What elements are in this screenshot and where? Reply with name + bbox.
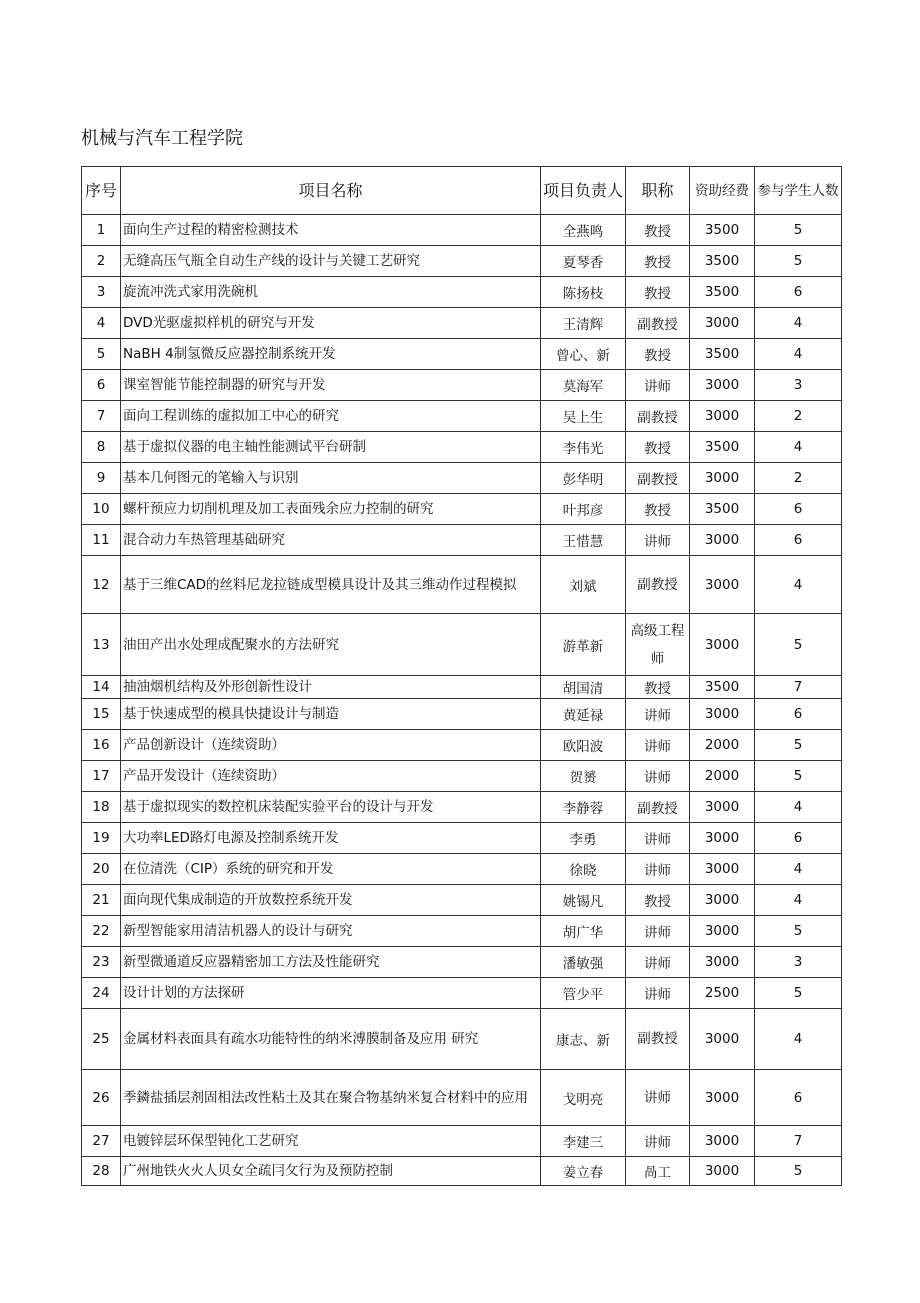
row-fund: 3500 — [690, 215, 755, 246]
table-row — [82, 792, 842, 823]
row-leader: 全燕鸣 — [541, 215, 626, 246]
row-seq: 27 — [82, 1126, 121, 1157]
row-seq: 25 — [82, 1009, 121, 1070]
table-row — [82, 401, 842, 432]
row-rank: 讲师 — [626, 823, 690, 854]
row-leader: 夏琴香 — [541, 246, 626, 277]
row-fund: 3000 — [690, 885, 755, 916]
row-students: 6 — [755, 525, 842, 556]
row-students: 4 — [755, 792, 842, 823]
row-students: 5 — [755, 978, 842, 1009]
row-project-name: 课室智能节能控制器的研究与开发 — [121, 370, 541, 401]
row-students: 4 — [755, 854, 842, 885]
row-fund: 3000 — [690, 854, 755, 885]
row-rank: 讲师 — [626, 1070, 690, 1126]
row-students: 3 — [755, 947, 842, 978]
row-fund: 3500 — [690, 339, 755, 370]
row-project-name: 大功率LED路灯电源及控制系统开发 — [121, 823, 541, 854]
row-leader: 陈扬枝 — [541, 277, 626, 308]
row-fund: 3000 — [690, 699, 755, 730]
row-rank: 教授 — [626, 494, 690, 525]
row-leader: 曾心、新 — [541, 339, 626, 370]
row-leader: 欧阳波 — [541, 730, 626, 761]
row-seq: 2 — [82, 246, 121, 277]
row-students: 6 — [755, 823, 842, 854]
row-fund: 3000 — [690, 1126, 755, 1157]
row-seq: 17 — [82, 761, 121, 792]
row-fund: 3000 — [690, 947, 755, 978]
table-row — [82, 370, 842, 401]
row-students: 5 — [755, 730, 842, 761]
table-row — [82, 676, 842, 699]
row-rank: 教授 — [626, 277, 690, 308]
row-students: 4 — [755, 885, 842, 916]
row-rank: 讲师 — [626, 730, 690, 761]
row-leader: 管少平 — [541, 978, 626, 1009]
row-fund: 3000 — [690, 614, 755, 676]
row-seq: 20 — [82, 854, 121, 885]
table-row — [82, 215, 842, 246]
row-seq: 19 — [82, 823, 121, 854]
row-students: 5 — [755, 916, 842, 947]
row-project-name: 面向工程训练的虚拟加工中心的研究 — [121, 401, 541, 432]
table-row — [82, 1009, 842, 1070]
row-students: 5 — [755, 246, 842, 277]
row-project-name: 基于虚拟现实的数控机床装配实验平台的设计与开发 — [121, 792, 541, 823]
row-leader: 李伟光 — [541, 432, 626, 463]
row-leader: 叶邦彦 — [541, 494, 626, 525]
row-students: 5 — [755, 215, 842, 246]
row-fund: 2000 — [690, 761, 755, 792]
row-rank: 讲师 — [626, 947, 690, 978]
row-students: 5 — [755, 1157, 842, 1186]
row-fund: 3000 — [690, 463, 755, 494]
row-seq: 6 — [82, 370, 121, 401]
row-project-name: 季鏻盐插层剂固相法改性粘土及其在聚合物基纳米复合材料中的应用 — [121, 1070, 541, 1126]
row-fund: 3000 — [690, 823, 755, 854]
table-row — [82, 556, 842, 614]
project-table — [81, 166, 842, 1186]
row-rank: 副教授 — [626, 308, 690, 339]
row-leader: 潘敏强 — [541, 947, 626, 978]
table-row — [82, 463, 842, 494]
row-fund: 3500 — [690, 494, 755, 525]
table-row — [82, 947, 842, 978]
row-fund: 3500 — [690, 676, 755, 699]
row-seq: 9 — [82, 463, 121, 494]
row-leader: 游革新 — [541, 614, 626, 676]
table-row — [82, 978, 842, 1009]
row-project-name: 基于三维CAD的丝料尼龙拉链成型模具设计及其三维动作过程模拟 — [121, 556, 541, 614]
row-leader: 徐晓 — [541, 854, 626, 885]
row-students: 4 — [755, 308, 842, 339]
row-seq: 18 — [82, 792, 121, 823]
row-fund: 3500 — [690, 246, 755, 277]
table-row — [82, 525, 842, 556]
row-seq: 10 — [82, 494, 121, 525]
row-project-name: 混合动力车热管理基础研究 — [121, 525, 541, 556]
row-project-name: 面向现代集成制造的开放数控系统开发 — [121, 885, 541, 916]
row-fund: 3000 — [690, 370, 755, 401]
table-row — [82, 246, 842, 277]
row-fund: 3000 — [690, 556, 755, 614]
row-students: 4 — [755, 1009, 842, 1070]
row-project-name: 螺杆预应力切削机理及加工表面残余应力控制的研究 — [121, 494, 541, 525]
row-project-name: 新型智能家用清洁机器人的设计与研究 — [121, 916, 541, 947]
row-project-name: NaBH 4制氢微反应器控制系统开发 — [121, 339, 541, 370]
table-row — [82, 823, 842, 854]
header-seq: 序号 — [82, 167, 121, 215]
row-leader: 李勇 — [541, 823, 626, 854]
row-rank: 教授 — [626, 215, 690, 246]
row-leader: 贺赟 — [541, 761, 626, 792]
row-rank: 教授 — [626, 885, 690, 916]
row-seq: 11 — [82, 525, 121, 556]
row-students: 7 — [755, 676, 842, 699]
table-row — [82, 761, 842, 792]
row-project-name: 旋流冲洗式家用洗碗机 — [121, 277, 541, 308]
row-project-name: 基于虚拟仪器的电主轴性能测试平台研制 — [121, 432, 541, 463]
row-rank: 咼工 — [626, 1157, 690, 1186]
row-seq: 7 — [82, 401, 121, 432]
row-students: 6 — [755, 277, 842, 308]
row-leader: 李建三 — [541, 1126, 626, 1157]
row-leader: 康志、新 — [541, 1009, 626, 1070]
table-row — [82, 885, 842, 916]
row-leader: 吴上生 — [541, 401, 626, 432]
row-leader: 胡国清 — [541, 676, 626, 699]
row-rank: 讲师 — [626, 761, 690, 792]
row-seq: 28 — [82, 1157, 121, 1186]
row-seq: 1 — [82, 215, 121, 246]
row-students: 4 — [755, 432, 842, 463]
row-rank: 高级工程师 — [626, 614, 690, 676]
row-rank: 副教授 — [626, 463, 690, 494]
row-seq: 12 — [82, 556, 121, 614]
row-leader: 王惜慧 — [541, 525, 626, 556]
header-row — [82, 167, 842, 215]
row-students: 6 — [755, 494, 842, 525]
table-row — [82, 1157, 842, 1186]
row-seq: 26 — [82, 1070, 121, 1126]
row-project-name: 产品创新设计（连续资助） — [121, 730, 541, 761]
row-project-name: 产品开发设计（连续资助） — [121, 761, 541, 792]
row-rank: 讲师 — [626, 525, 690, 556]
header-students: 参与学生人数 — [755, 167, 842, 215]
row-leader: 莫海军 — [541, 370, 626, 401]
row-rank: 副教授 — [626, 401, 690, 432]
row-rank: 教授 — [626, 246, 690, 277]
table-row — [82, 916, 842, 947]
row-rank: 讲师 — [626, 854, 690, 885]
row-project-name: 电镀锌层环保型钝化工艺研究 — [121, 1126, 541, 1157]
table-row — [82, 277, 842, 308]
row-project-name: DVD光驱虚拟样机的研究与开发 — [121, 308, 541, 339]
row-seq: 22 — [82, 916, 121, 947]
table-row — [82, 432, 842, 463]
row-students: 5 — [755, 761, 842, 792]
table-row — [82, 1126, 842, 1157]
table-row — [82, 339, 842, 370]
row-project-name: 金属材料表面具有疏水功能特性的纳米溥膜制备及应用 研究 — [121, 1009, 541, 1070]
row-fund: 3000 — [690, 308, 755, 339]
row-seq: 8 — [82, 432, 121, 463]
row-leader: 刘斌 — [541, 556, 626, 614]
table-body — [82, 215, 842, 1186]
row-students: 3 — [755, 370, 842, 401]
row-rank: 讲师 — [626, 916, 690, 947]
table-row — [82, 494, 842, 525]
row-students: 6 — [755, 699, 842, 730]
row-fund: 3500 — [690, 432, 755, 463]
row-seq: 5 — [82, 339, 121, 370]
row-project-name: 面向生产过程的精密检测技术 — [121, 215, 541, 246]
header-project-name: 项目名称 — [121, 167, 541, 215]
row-project-name: 抽油烟机结构及外形创新性设计 — [121, 676, 541, 699]
row-fund: 3000 — [690, 1070, 755, 1126]
row-project-name: 广州地铁火火人贝女全疏冃攵行为及预防控制 — [121, 1157, 541, 1186]
row-students: 5 — [755, 614, 842, 676]
row-project-name: 油田产出水处理成配聚水的方法研究 — [121, 614, 541, 676]
row-fund: 3000 — [690, 792, 755, 823]
row-fund: 3000 — [690, 1157, 755, 1186]
row-project-name: 在位清洗（CIP）系统的研究和开发 — [121, 854, 541, 885]
header-leader: 项目负责人 — [541, 167, 626, 215]
row-leader: 姚锡凡 — [541, 885, 626, 916]
row-project-name: 设计计划的方法探研 — [121, 978, 541, 1009]
row-leader: 姜立春 — [541, 1157, 626, 1186]
row-seq: 15 — [82, 699, 121, 730]
row-seq: 4 — [82, 308, 121, 339]
row-project-name: 新型微通道反应器精密加工方法及性能研究 — [121, 947, 541, 978]
header-rank: 职称 — [626, 167, 690, 215]
row-seq: 24 — [82, 978, 121, 1009]
row-fund: 3000 — [690, 916, 755, 947]
row-leader: 黄延禄 — [541, 699, 626, 730]
row-rank: 讲师 — [626, 1126, 690, 1157]
row-project-name: 基本几何图元的笔输入与识别 — [121, 463, 541, 494]
row-seq: 13 — [82, 614, 121, 676]
row-seq: 23 — [82, 947, 121, 978]
row-rank: 教授 — [626, 676, 690, 699]
row-seq: 21 — [82, 885, 121, 916]
page-title: 机械与汽车工程学院 — [81, 128, 243, 149]
row-students: 2 — [755, 401, 842, 432]
row-leader: 彭华明 — [541, 463, 626, 494]
header-fund: 资助经费 — [690, 167, 755, 215]
row-rank: 副教授 — [626, 1009, 690, 1070]
row-rank: 副教授 — [626, 556, 690, 614]
table-row — [82, 614, 842, 676]
row-project-name: 基于快速成型的模具快捷设计与制造 — [121, 699, 541, 730]
row-fund: 2500 — [690, 978, 755, 1009]
table-row — [82, 308, 842, 339]
row-students: 2 — [755, 463, 842, 494]
row-fund: 2000 — [690, 730, 755, 761]
row-seq: 3 — [82, 277, 121, 308]
row-leader: 李静蓉 — [541, 792, 626, 823]
row-seq: 16 — [82, 730, 121, 761]
row-students: 4 — [755, 556, 842, 614]
row-rank: 讲师 — [626, 978, 690, 1009]
row-leader: 戈明亮 — [541, 1070, 626, 1126]
row-fund: 3000 — [690, 1009, 755, 1070]
row-fund: 3500 — [690, 277, 755, 308]
row-rank: 教授 — [626, 339, 690, 370]
row-fund: 3000 — [690, 525, 755, 556]
table-row — [82, 730, 842, 761]
row-students: 4 — [755, 339, 842, 370]
row-rank: 讲师 — [626, 699, 690, 730]
row-leader: 胡广华 — [541, 916, 626, 947]
row-seq: 14 — [82, 676, 121, 699]
row-rank: 讲师 — [626, 370, 690, 401]
row-students: 7 — [755, 1126, 842, 1157]
row-students: 6 — [755, 1070, 842, 1126]
row-fund: 3000 — [690, 401, 755, 432]
row-project-name: 无缝高压气瓶全自动生产线的设计与关键工艺研究 — [121, 246, 541, 277]
table-row — [82, 699, 842, 730]
table-row — [82, 1070, 842, 1126]
row-rank: 副教授 — [626, 792, 690, 823]
row-rank: 教授 — [626, 432, 690, 463]
table-row — [82, 854, 842, 885]
row-leader: 王清辉 — [541, 308, 626, 339]
